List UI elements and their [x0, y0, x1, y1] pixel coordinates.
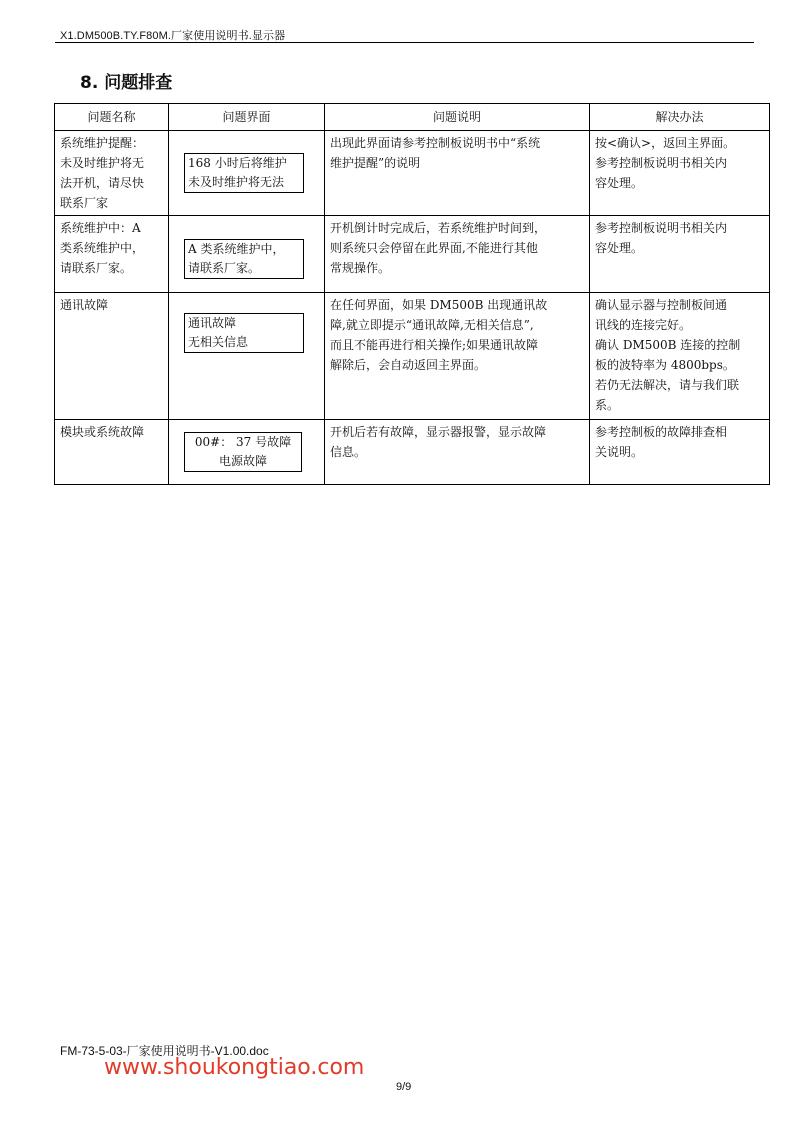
solution-cell: [590, 420, 770, 485]
screen-line: 电源故障: [218, 454, 267, 468]
text-line: 常规操作。: [330, 261, 391, 275]
problem-screen-cell: [169, 293, 325, 420]
text-line: 容处理。: [595, 176, 644, 190]
problem-name-cell: [55, 420, 169, 485]
text-line: 通讯故障: [60, 298, 109, 312]
display-screen-mockup: [184, 432, 302, 472]
table-row: [55, 420, 770, 485]
text-line: 参考控制板的故障排查相: [595, 425, 728, 439]
solution-cell: [590, 131, 770, 216]
text-line: 确认 DM500B 连接的控制: [595, 338, 741, 352]
text-line: 请联系厂家。: [60, 261, 133, 275]
problem-screen-cell: [169, 131, 325, 216]
text-line: 解除后，会自动返回主界面。: [330, 358, 487, 372]
screen-line: 168 小时后将维护: [188, 156, 287, 170]
problem-description-cell: [325, 420, 590, 485]
problem-name-cell: [55, 131, 169, 216]
text-line: 板的波特率为 4800bps。: [595, 358, 735, 372]
screen-line: 通讯故障: [188, 316, 237, 330]
display-screen-mockup: [184, 239, 304, 279]
text-line: 讯线的连接完好。: [595, 318, 692, 332]
column-header-problem-screen: 问题界面: [169, 104, 325, 131]
display-screen-mockup: [184, 153, 304, 193]
column-header-problem-name: 问题名称: [55, 104, 169, 131]
screen-line: 未及时维护将无法: [188, 175, 285, 189]
text-line: 系统维护中：A: [60, 221, 141, 235]
text-line: 开机后若有故障，显示器报警，显示故障: [330, 425, 547, 439]
table-row: [55, 293, 770, 420]
text-line: 法开机，请尽快: [60, 176, 145, 190]
text-line: 信息。: [330, 445, 367, 459]
watermark-url: www.shoukongtiao.com: [104, 1055, 365, 1080]
text-line: 确认显示器与控制板间通: [595, 298, 728, 312]
footer-document-id: FM-73-5-03-厂家使用说明书-V1.00.doc: [60, 1044, 269, 1058]
text-line: 参考控制板说明书相关内: [595, 221, 728, 235]
table-row: [55, 131, 770, 216]
screen-line: 无相关信息: [188, 335, 249, 349]
problem-screen-cell: [169, 420, 325, 485]
solution-cell: [590, 216, 770, 293]
text-line: 类系统维护中，: [60, 241, 145, 255]
text-line: 出现此界面请参考控制板说明书中“系统: [330, 136, 541, 150]
solution-cell: [590, 293, 770, 420]
text-line: 模块或系统故障: [60, 425, 145, 439]
problem-description-cell: [325, 293, 590, 420]
display-screen-mockup: [184, 313, 304, 353]
problem-description-cell: [325, 216, 590, 293]
header-divider: [55, 42, 754, 43]
text-line: 容处理。: [595, 241, 644, 255]
screen-line: 请联系厂家。: [188, 261, 261, 275]
text-line: 开机倒计时完成后，若系统维护时间到，: [330, 221, 547, 235]
text-line: 系统维护提醒：: [60, 136, 145, 150]
text-line: 系。: [595, 398, 620, 412]
page-number: 9/9: [396, 1081, 412, 1093]
problem-name-cell: [55, 293, 169, 420]
problem-name-cell: [55, 216, 169, 293]
table-row: [55, 216, 770, 293]
text-line: 则系统只会停留在此界面,不能进行其他: [330, 241, 538, 255]
screen-line: A 类系统维护中，: [188, 242, 285, 256]
column-header-problem-description: 问题说明: [325, 104, 590, 131]
text-line: 若仍无法解决，请与我们联: [595, 378, 740, 392]
column-header-solution: 解决办法: [590, 104, 770, 131]
text-line: 障,就立即提示“通讯故障,无相关信息”,: [330, 318, 534, 332]
text-line: 参考控制板说明书相关内: [595, 156, 728, 170]
screen-line: 00#： 37 号故障: [194, 435, 292, 449]
problem-screen-cell: [169, 216, 325, 293]
text-line: 未及时维护将无: [60, 156, 145, 170]
text-line: 按<确认>，返回主界面。: [595, 136, 736, 150]
problem-description-cell: [325, 131, 590, 216]
text-line: 维护提醒”的说明: [330, 156, 421, 170]
text-line: 而且不能再进行相关操作;如果通讯故障: [330, 338, 539, 352]
text-line: 在任何界面，如果 DM500B 出现通讯故: [330, 298, 548, 312]
text-line: 关说明。: [595, 445, 644, 459]
text-line: 联系厂家: [60, 196, 109, 210]
document-header: X1.DM500B.TY.F80M.厂家使用说明书.显示器: [60, 30, 286, 42]
table-header-row: [55, 104, 770, 131]
section-title: 8. 问题排查: [80, 73, 173, 93]
troubleshooting-table: [54, 103, 770, 485]
